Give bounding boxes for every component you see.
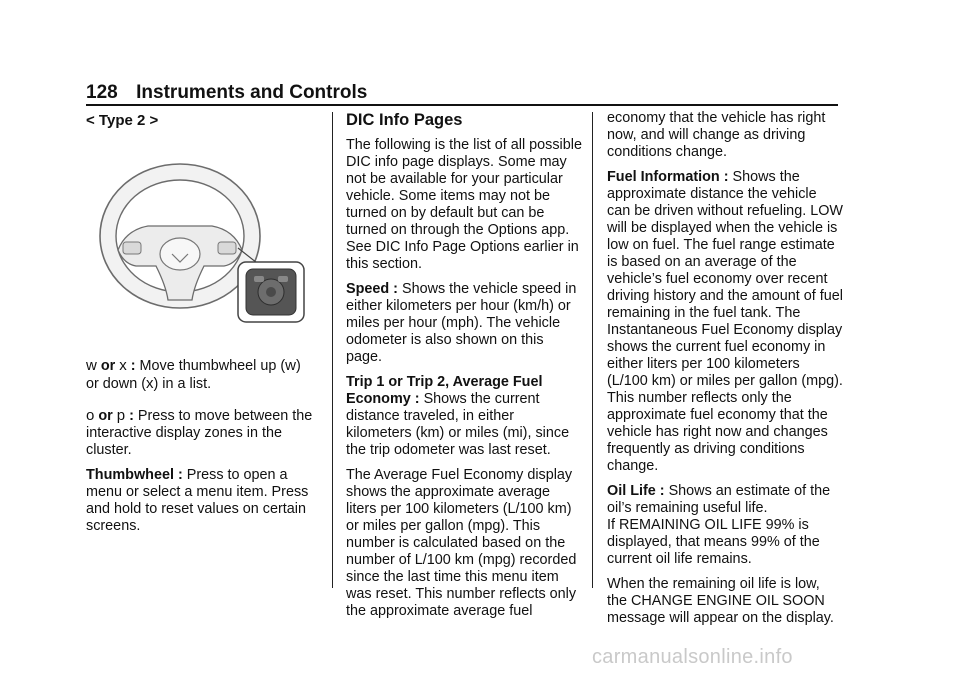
avg-fuel-paragraph: The Average Fuel Economy display shows the approximate average liters per 100 kilometers (L/100 km) or miles per gallon (mpg). This number is calculated based on the number of L/100 km (mpg) recorded since the last time this menu item was reset. This number reflects only the approximate average fuel — [346, 467, 577, 619]
column-divider-1 — [332, 112, 333, 588]
thumbwheel-updown-desc — [86, 357, 318, 393]
oil-example-paragraph: If REMAINING OIL LIFE 99% is displayed, that means 99% of the current oil life remains. — [607, 517, 820, 567]
speed-text: Shows the vehicle speed in either kilometers per hour (km/h) or miles per hour (mph). The vehicle odometer is also shown on this page. — [346, 281, 577, 365]
colon: : — [129, 408, 134, 424]
up-arrow-icon: w — [86, 357, 97, 374]
type-label: < Type 2 > — [86, 112, 159, 129]
down-arrow-icon: x — [119, 357, 127, 374]
oil-life-paragraph — [607, 483, 843, 517]
section-title: Instruments and Controls — [136, 82, 368, 103]
intro-paragraph: The following is the list of all possible DIC info page displays. Some may not be available for your particular vehicle. Some items may not be turned on by default but can be turned on through the Options app. See DIC Info Page Options earlier in this section. — [346, 137, 582, 272]
left-arrow-icon: o — [86, 407, 95, 424]
oil-life-text: Shows an estimate of the oil’s remaining useful life. — [607, 483, 831, 516]
trip-paragraph — [346, 374, 582, 459]
watermark: carmanualsonline.info — [592, 646, 793, 668]
thumbwheel-text-1: Move thumbwheel up ( — [139, 358, 286, 374]
column-divider-2 — [592, 112, 593, 588]
colon: : — [130, 358, 136, 374]
middle-column — [346, 112, 582, 628]
thumbwheel-desc — [86, 467, 318, 535]
speed-paragraph — [346, 281, 582, 366]
down-arrow-icon-inline: x — [146, 375, 154, 392]
page-number: 128 — [86, 82, 118, 103]
trip-term: Trip 1 or Trip 2, Average Fuel Economy : — [346, 374, 543, 407]
thumbwheel-text-2: ) — [295, 358, 301, 374]
thumbwheel-text-3: or down ( — [86, 376, 146, 392]
up-arrow-icon-inline: w — [285, 357, 296, 374]
continuation-paragraph: economy that the vehicle has right now, and will change as driving conditions change. — [607, 110, 826, 160]
trip-text: Shows the current distance traveled, in either kilometers (km) or miles (mi), since the trip odometer was last reset. — [346, 391, 570, 458]
or-text: or — [98, 408, 113, 424]
fuel-info-term: Fuel Information : — [607, 169, 729, 185]
speed-term: Speed : — [346, 281, 398, 297]
dic-info-pages-heading: DIC Info Pages — [346, 111, 463, 129]
thumbwheel-term: Thumbwheel : — [86, 467, 183, 483]
thumbwheel-text: Press to open a menu or select a menu item. Press and hold to reset values on certain screens. — [86, 467, 309, 534]
leftright-text: Press to move between the interactive display zones in the cluster. — [86, 408, 313, 458]
leftright-desc — [86, 407, 318, 459]
fuel-info-paragraph — [607, 169, 843, 475]
right-column — [607, 110, 843, 635]
right-arrow-icon: p — [116, 407, 126, 424]
header-rule — [86, 104, 838, 106]
fuel-info-text: Shows the approximate distance the vehicle can be driven without refueling. LOW will be displayed when the vehicle is low on fuel. The fuel range estimate is based on an average of the vehicle’s fuel economy over recent driving history and the amount of fuel remaining in the fuel tank. The Instantaneous Fuel Economy display shows the current fuel economy in either liters per 100 kilometers (L/100 km) or miles per gallon (mpg). This number reflects only the approximate fuel economy that the vehicle has right now and changes frequently as driving conditions change. — [607, 169, 843, 474]
oil-life-term: Oil Life : — [607, 483, 665, 499]
page-header — [86, 82, 838, 104]
thumbwheel-text-4: ) in a list. — [153, 376, 212, 392]
left-column-body — [86, 357, 318, 543]
oil-low-paragraph: When the remaining oil life is low, the CHANGE ENGINE OIL SOON message will appear on the display. — [607, 576, 834, 626]
or-text: or — [100, 358, 116, 374]
steering-wheel-illustration — [96, 158, 308, 326]
left-column — [86, 112, 318, 137]
